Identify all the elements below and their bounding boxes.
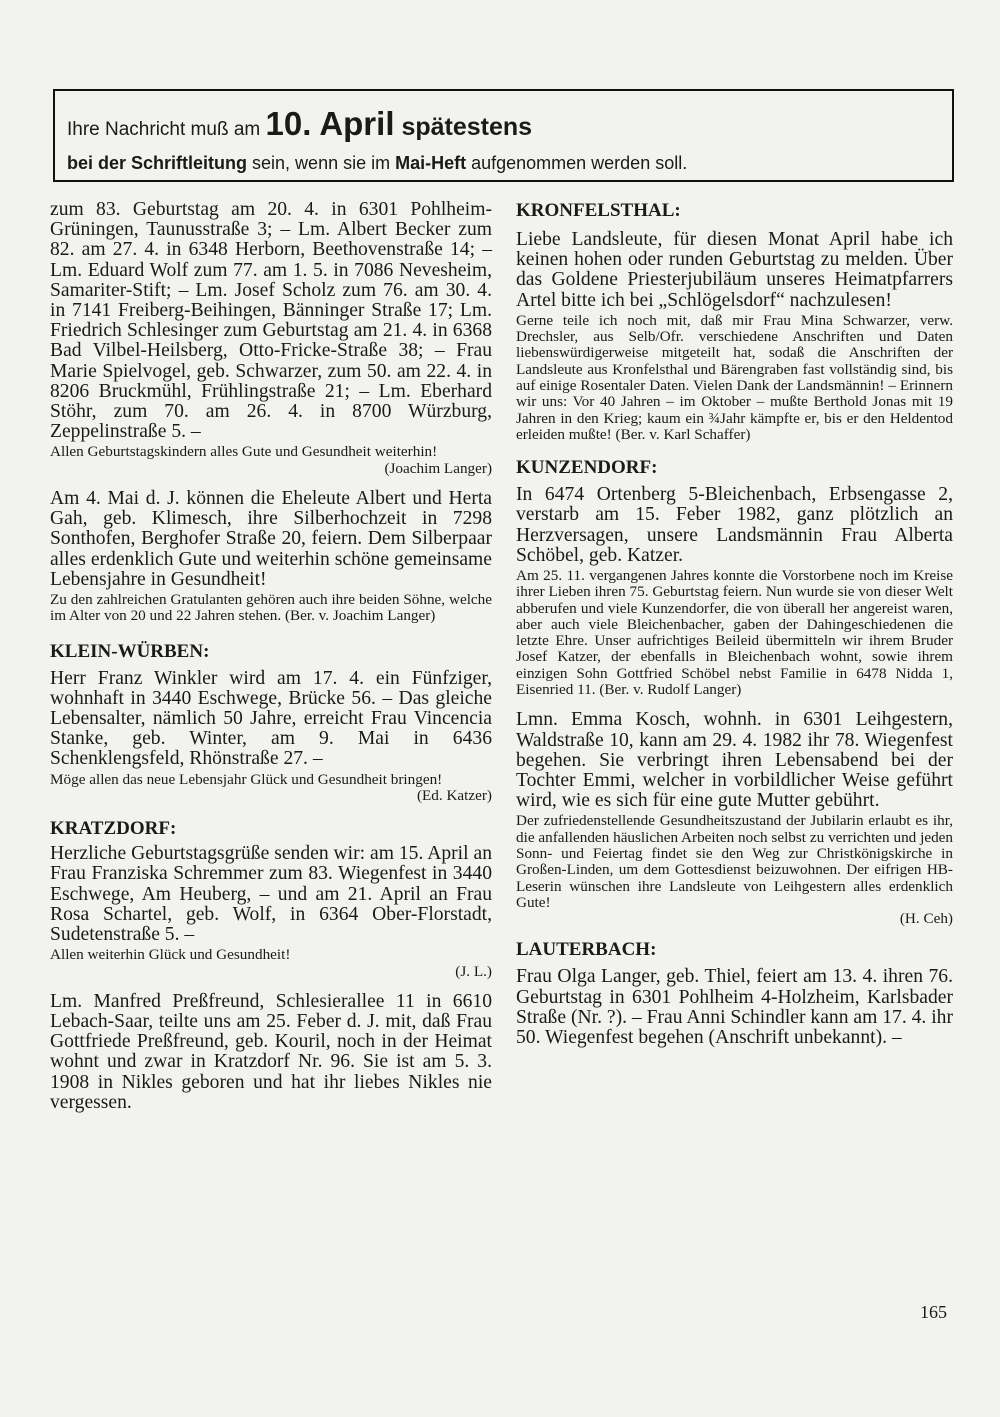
author-signature: (Ed. Katzer) <box>416 786 492 804</box>
article-note: Der zufriedenstellende Gesundheitszustand der Jubilarin erlaubt es ihr, die anfallenden häuslichen Arbeiten noch selbst zu verrichten und jeden Sonn- und Feiertag findet sie den Weg zur Christkönigskirche in Großen-Linden, um dem Gottesdienst beizuwohnen. Der eifrigen HB-Leserin wünschen ihre Landsleute von Leihgestern alles erdenklich Gute! <box>516 812 953 911</box>
section-heading-lauterbach: LAUTERBACH: <box>516 939 657 961</box>
article-paragraph: Lmn. Emma Kosch, wohnh. in 6301 Leihgestern, Waldstraße 10, kann am 29. 4. 1982 ihr 78. Wiegenfest begehen. Sie verbringt ihren Lebensabend bei der Tochter Emmi, welcher in vorbildlicher Weise geführt wird, wie es sich für eine gute Mutter gebührt. <box>516 709 953 812</box>
left-column <box>50 200 492 1113</box>
article-note: Möge allen das neue Lebensjahr Glück und Gesundheit bringen! <box>50 770 443 788</box>
article-note: Gerne teile ich noch mit, daß mir Frau Mina Schwarzer, verw. Drechsler, aus Selb/Ofr. verschiedene Anschriften und Daten liebenswürdigerweise mitgeteilt hat, sodaß die Anschriften der Landsleute aus Kronfelsthal und Bärengraben fast vollständig sind, bis auf einige Rosentaler Daten. Vielen Dank der Landsmännin! – Erinnern wir uns: Vor 40 Jahren – im Oktober – mußte Berthold Jonas mit 19 Jahren in den Krieg; kaum ein ¾Jahr kämpfte er, bis er den Heldentod erleiden mußte! (Ber. v. Karl Schaffer) <box>516 311 953 443</box>
section-heading-kronfelsthal: KRONFELSTHAL: <box>516 200 681 221</box>
article-paragraph: Herr Franz Winkler wird am 17. 4. ein Fünfziger, wohnhaft in 3440 Eschwege, Brücke 56. – Das gleiche Lebensalter, nämlich 50 Jahre, erreicht Frau Vincencia Stanke, geb. Winter, am 9. Mai in 6436 Schenklengsfeld, Rhönstraße 27. – <box>50 667 492 770</box>
article-paragraph: Lm. Manfred Preßfreund, Schlesierallee 11 in 6610 Lebach-Saar, teilte uns am 25. Feber d. J. mit, daß Frau Gottfriede Preßfreund, geb. Kouril, noch in der Heimat wohnt und zwar in Kratzdorf Nr. 96. Sie ist am 5. 3. 1908 in Nikles geboren und hat ihr liebes Nikles nie vergessen. <box>50 990 492 1113</box>
article-note: Zu den zahlreichen Gratulanten gehören auch ihre beiden Söhne, welche im Alter von 20 und 22 Jahren stehen. (Ber. v. Joachim Langer) <box>50 591 492 625</box>
notice-text-5: aufgenommen werden soll. <box>466 153 688 173</box>
signature-line <box>50 788 492 804</box>
author-signature: (H. Ceh) <box>899 910 953 928</box>
notice-deadline-date: 10. April <box>265 105 395 142</box>
article-note: Am 25. 11. vergangenen Jahres konnte die Vorstorbene noch im Kreise ihrer Lieben ihren 75. Geburtstag feiern. Nun wurde sie von dieser Welt abberufen und viele Kunzendorfer, die von überall her angereist waren, aber auch viele Bleichenbacher, gaben der Dahingeschiedenen die letzte Ehre. Unser aufrichtiges Beileid übermitteln wir ihrem Bruder Josef Katzer, der ebenfalls in Bleichenbach wohnt, sowie ihrem einzigen Sohn Gottfried Schöbel nebst Familie in 6478 Nidda 1, Eisenried 11. (Ber. v. Rudolf Langer) <box>516 567 953 699</box>
right-column <box>516 200 953 1048</box>
article-paragraph: Am 4. Mai d. J. können die Eheleute Albert und Herta Gah, geb. Klimesch, ihre Silberhochzeit in 7298 Sonthofen, Berghofer Straße 20, feiern. Dem Silberpaar alles erdenklich Gute und weiterhin schöne gemeinsame Lebensjahre in Gesundheit! <box>50 488 492 590</box>
article-paragraph: Frau Olga Langer, geb. Thiel, feiert am 13. 4. ihren 76. Geburtstag in 6301 Pohlheim 4-Holzheim, Karlsbader Straße (Nr. ?). – Frau Anni Schindler kann am 17. 4. ihr 50. Wiegenfest begehen (Anschrift unbekannt). – <box>516 966 953 1049</box>
section-heading-klein-wuerben: KLEIN-WÜRBEN: <box>50 640 210 662</box>
deadline-notice-box <box>53 89 954 182</box>
signature-line <box>516 911 953 927</box>
article-paragraph: In 6474 Ortenberg 5-Bleichenbach, Erbsengasse 2, verstarb am 15. Feber 1982, ganz plötzlich an Herzversagen, unsere Landsmännin Frau Alberta Schöbel, geb. Katzer. <box>516 484 953 566</box>
notice-issue: Mai-Heft <box>395 153 467 173</box>
notice-text-3: bei der Schriftleitung <box>67 153 248 173</box>
signature-line <box>50 461 492 477</box>
author-signature: (J. L.) <box>455 962 492 980</box>
signature-line <box>50 964 492 980</box>
notice-line-1 <box>67 105 532 143</box>
section-heading-kratzdorf: KRATZDORF: <box>50 818 177 840</box>
article-paragraph: Herzliche Geburtstagsgrüße senden wir: am 15. April an Frau Franziska Schremmer zum 83. Wiegenfest in 3440 Eschwege, Am Heuberg, – und am 21. April an Frau Rosa Schartel, geb. Wolf, in 6364 Ober-Florstadt, Sudetenstraße 5. – <box>50 843 492 946</box>
notice-line-2 <box>67 153 687 174</box>
notice-text-2: spätestens <box>394 113 533 141</box>
page-number: 165 <box>920 1302 947 1322</box>
article-note: Allen weiterhin Glück und Gesundheit! <box>50 946 291 964</box>
article-paragraph: zum 83. Geburtstag am 20. 4. in 6301 Pohlheim-Grüningen, Taunusstraße 3; – Lm. Albert Becker zum 82. am 27. 4. in 6348 Herborn, Beethovenstraße 14; – Lm. Eduard Wolf zum 77. am 1. 5. in 7086 Nevesheim, Samariter-Stift; – Lm. Josef Scholz zum 76. am 30. 4. in 7141 Freiberg-Beihingen, Bänninger Straße 17; Lm. Friedrich Schlesinger zum Geburtstag am 21. 4. in 6368 Bad Vilbel-Heilsberg, Otto-Fricke-Straße 38; – Frau Marie Spielvogel, geb. Schwarzer, zum 50. am 22. 4. in 8206 Bruckmühl, Frühlingstraße 21; – Lm. Eberhard Stöhr, zum 70. am 26. 4. in 8700 Würzburg, Zeppelinstraße 5. – <box>50 199 492 443</box>
notice-text-4: sein, wenn sie im <box>247 153 396 173</box>
article-paragraph: Liebe Landsleute, für diesen Monat April habe ich keinen hohen oder runden Geburtstag zu melden. Über das Goldene Priesterjubiläum unseres Heimatpfarrers Artel bitte ich bei „Schlögelsdorf“ nachzulesen! <box>516 229 953 311</box>
section-heading-kunzendorf: KUNZENDORF: <box>516 457 658 479</box>
notice-text-1: Ihre Nachricht muß am <box>67 119 266 140</box>
author-signature: (Joachim Langer) <box>384 459 492 477</box>
article-note: Allen Geburtstagskindern alles Gute und Gesundheit weiterhin! <box>50 443 438 461</box>
